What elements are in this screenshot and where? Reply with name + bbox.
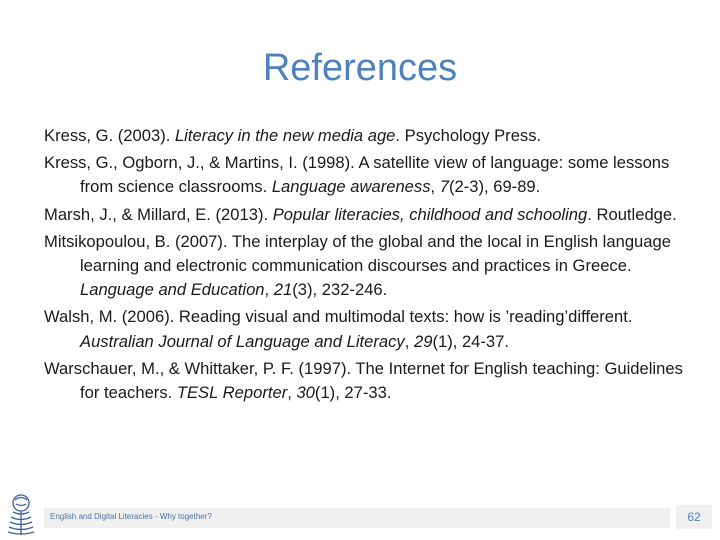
reference-italic-text: Language awareness bbox=[271, 177, 431, 197]
reference-item bbox=[44, 203, 684, 227]
reference-text: . Psychology Press. bbox=[395, 126, 542, 145]
reference-text: Kress, G. (2003). bbox=[44, 126, 175, 145]
reference-text: Kress, G., Ogborn, J., & Martins, I. (1998). A satellite view of language: some lessons from science classrooms. bbox=[44, 153, 670, 197]
reference-italic-text: 30 bbox=[296, 383, 315, 403]
reference-italic-text: Literacy in the new media age bbox=[174, 126, 396, 145]
reference-item bbox=[44, 230, 684, 303]
reference-italic-text: Popular literacies, childhood and schooling bbox=[272, 204, 588, 224]
reference-text: , bbox=[287, 383, 297, 403]
reference-item bbox=[44, 124, 684, 148]
reference-text: Mitsikopoulou, B. (2007). The interplay of the global and the local in English language learning and electronic communication discourses and practices in Greece. bbox=[44, 231, 671, 276]
page-number-box bbox=[676, 505, 712, 529]
reference-item bbox=[44, 151, 684, 199]
reference-item bbox=[44, 357, 684, 405]
reference-item bbox=[44, 305, 684, 353]
reference-text: . Routledge. bbox=[587, 204, 677, 224]
reference-text: , bbox=[404, 331, 414, 351]
reference-text: (2-3), 69-89. bbox=[448, 177, 541, 197]
reference-text: (3), 232-246. bbox=[292, 280, 388, 300]
university-logo-icon bbox=[4, 492, 38, 536]
reference-list bbox=[44, 124, 684, 408]
reference-italic-text: TESL Reporter bbox=[176, 383, 288, 403]
reference-italic-text: 29 bbox=[413, 331, 433, 351]
reference-italic-text: 21 bbox=[273, 280, 293, 300]
reference-text: , bbox=[264, 280, 274, 300]
footer-bar bbox=[44, 508, 670, 528]
footer-text: English and Digital Literacies - Why together? bbox=[50, 512, 212, 521]
slide-title: References bbox=[262, 47, 458, 89]
reference-text: Marsh, J., & Millard, E. (2013). bbox=[44, 204, 273, 224]
reference-text: , bbox=[430, 177, 440, 197]
page-number: 62 bbox=[687, 510, 701, 524]
reference-text: Warschauer, M., & Whittaker, P. F. (1997). The Internet for English teaching: Guidelines for teachers. bbox=[44, 358, 683, 403]
reference-text: (1), 24-37. bbox=[432, 331, 509, 351]
reference-text: Walsh, M. (2006). Reading visual and multimodal texts: how is ’reading’different. bbox=[44, 307, 633, 327]
reference-italic-text: 7 bbox=[439, 177, 449, 197]
reference-text: (1), 27-33. bbox=[314, 383, 392, 403]
reference-italic-text: Language and Education bbox=[80, 280, 265, 300]
reference-italic-text: Australian Journal of Language and Literacy bbox=[80, 331, 405, 351]
